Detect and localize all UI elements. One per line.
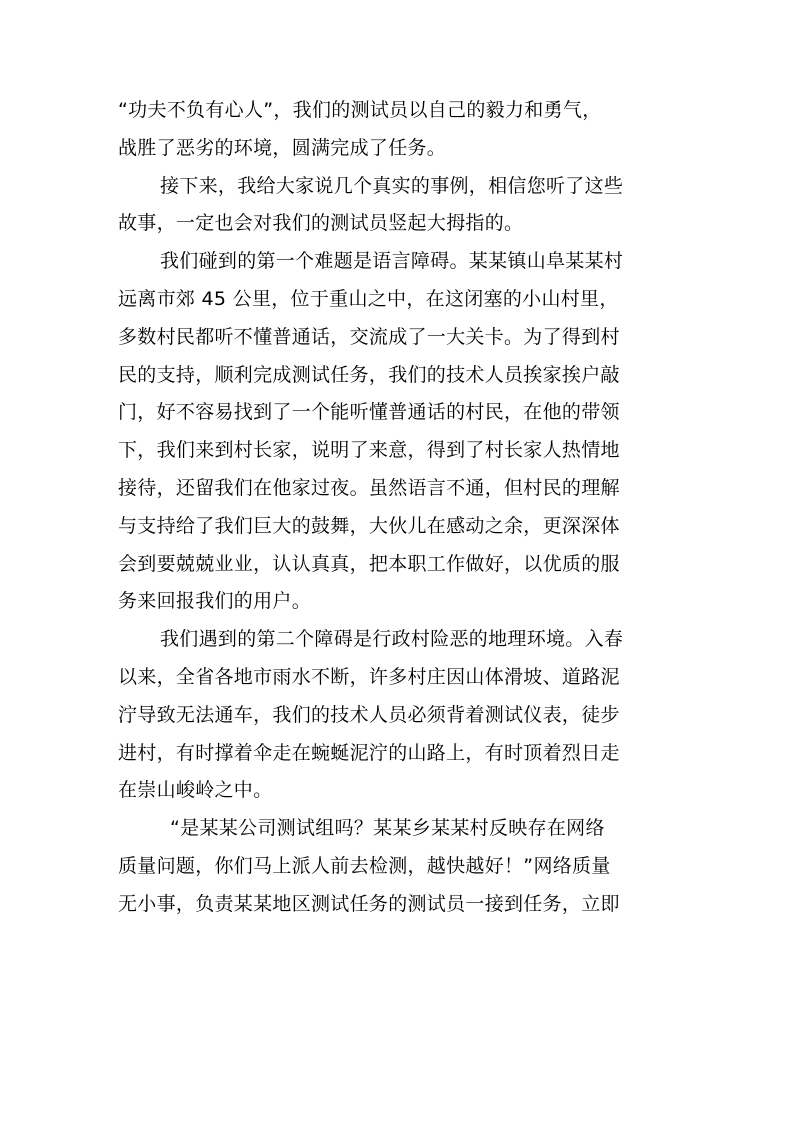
text-line: 进村，有时撑着伞走在蜿蜒泥泞的山路上，有时顶着烈日走	[118, 741, 620, 764]
text-line: 多数村民都听不懂普通话，交流成了一大关卡。为了得到村	[118, 325, 620, 348]
text-line: 接待，还留我们在他家过夜。虽然语言不通，但村民的理解	[118, 476, 620, 499]
text-line: 泞导致无法通车，我们的技术人员必须背着测试仪表，徒步	[118, 703, 620, 726]
paragraph-start-line: 我们遇到的第二个障碍是行政村险恶的地理环境。入春	[160, 628, 624, 651]
text-line: 与支持给了我们巨大的鼓舞，大伙儿在感动之余，更深深体	[118, 514, 620, 537]
text-line: 战胜了恶劣的环境，圆满完成了任务。	[118, 136, 447, 159]
text-line: 在崇山峻岭之中。	[118, 779, 273, 802]
text-line: 下，我们来到村长家，说明了来意，得到了村长家人热情地	[118, 439, 620, 462]
text-line: 民的支持，顺利完成测试任务，我们的技术人员挨家挨户敲	[118, 363, 620, 386]
text-line: 务来回报我们的用户。	[118, 590, 312, 613]
paragraph-start-line: 我们碰到的第一个难题是语言障碍。某某镇山阜某某村	[160, 250, 624, 273]
text-line: 故事，一定也会对我们的测试员竖起大拇指的。	[118, 212, 524, 235]
paragraph-start-line: 接下来，我给大家说几个真实的事例，相信您听了这些	[160, 174, 624, 197]
text-line: 远离市郊 45 公里，位于重山之中，在这闭塞的小山村里，	[118, 287, 619, 310]
text-line: 无小事，负责某某地区测试任务的测试员一接到任务，立即	[118, 892, 620, 915]
text-line: 质量问题，你们马上派人前去检测，越快越好！”网络质量	[118, 854, 611, 877]
body-text	[118, 92, 678, 924]
paragraph-start-line: “是某某公司测试组吗？某某乡某某村反映存在网络	[170, 817, 605, 840]
text-line: 会到要兢兢业业，认认真真，把本职工作做好，以优质的服	[118, 552, 620, 575]
text-line: 以来，全省各地市雨水不断，许多村庄因山体滑坡、道路泥	[118, 665, 620, 688]
text-line: “功夫不负有心人”，我们的测试员以自己的毅力和勇气，	[118, 99, 602, 121]
text-line: 门，好不容易找到了一个能听懂普通话的村民，在他的带领	[118, 401, 620, 424]
